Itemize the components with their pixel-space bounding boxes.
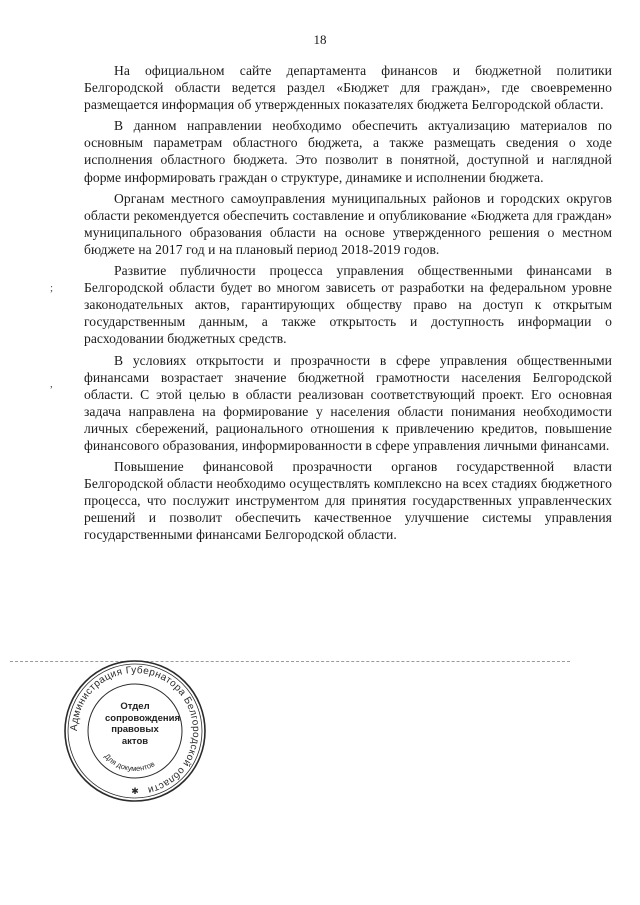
paragraph-6: Повышение финансовой прозрачности органов государственной власти Белгородской области необходимо осуществлять комплексно на всех стадиях бюджетного процесса, что послужит инструментом для принятия государственных управленческих решений и позволит обеспечить качественное улучшение системы управления государственными финансами Белгородской области. xyxy=(84,459,612,543)
stamp-line: правовых xyxy=(111,724,159,735)
stamp-star-icon: ✱ xyxy=(131,786,139,796)
margin-mark: ; xyxy=(50,282,54,294)
stamp-line: сопровождения xyxy=(105,712,180,724)
paragraph-3: Органам местного самоуправления муниципальных районов и городских округов области рекомендуется обеспечить составление и опубликование «Бюджета для граждан» муниципального образования области на основе утвержденного решения о местном бюджете на 2017 год и на плановый период 2018-2019 годов. xyxy=(84,190,612,257)
official-stamp xyxy=(60,656,210,806)
page-number: 18 xyxy=(313,32,327,47)
paragraph-2: В данном направлении необходимо обеспечить актуализацию материалов по основным параметрам областного бюджета, а также размещать сведения о ходе исполнения областного бюджета. Это позволит в понятной, доступной и наглядной форме информировать граждан о структуре, динамике и исполнении бюджета. xyxy=(84,118,612,185)
svg-text:Для документов xyxy=(103,752,156,773)
paragraph-5: В условиях открытости и прозрачности в сфере управления общественными финансами возрастает значение бюджетной грамотности населения Белгородской области. С этой целью в области реализован соответствующий проект. Его основная задача направлена на формирование у населения области понимания необходимости личных сбережений, рационального отношения к привлечению кредитов, повышение финансового образования, информированности в сфере управления личными финансами. xyxy=(84,352,612,453)
stamp-line: актов xyxy=(121,735,149,747)
stamp-center-text xyxy=(105,701,180,747)
stamp-line: Отдел xyxy=(120,701,150,712)
stamp-outer-text: Администрация Губернатора Белгородской области xyxy=(68,664,202,796)
stamp-inner-text: Для документов xyxy=(102,751,157,774)
paragraph-1: На официальном сайте департамента финансов и бюджетной политики Белгородской области ведется раздел «Бюджет для граждан», где своевременно размещается информация об утвержденных показателях бюджета Белгородской области. xyxy=(84,63,612,113)
paragraph-4: Развитие публичности процесса управления общественными финансами в Белгородской области будет во многом зависеть от разработки на федеральном уровне законодательных актов, гарантирующих обществу право на доступ к открытым государственным данным, а также открытость и доступность информации о расходовании бюджетных средств. xyxy=(84,263,612,347)
margin-mark: , xyxy=(50,378,53,390)
document-body xyxy=(84,62,612,548)
